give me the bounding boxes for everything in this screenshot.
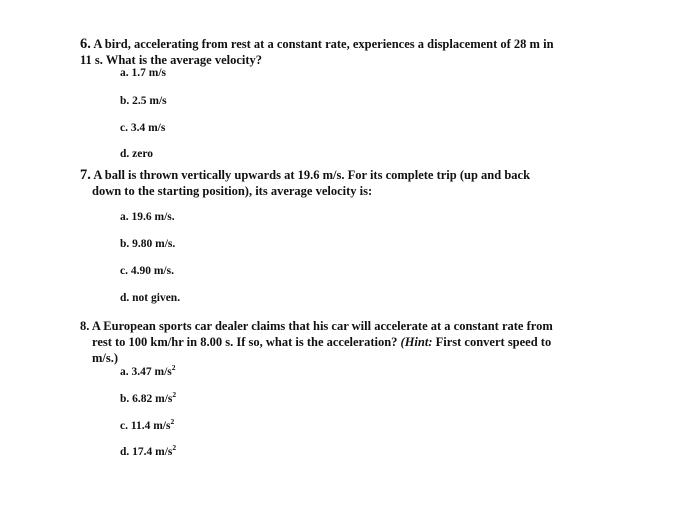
unit-exponent: 2 xyxy=(172,390,177,400)
question-8-option-d-text: d. 17.4 m/s xyxy=(120,446,173,458)
question-8-text-line-1: A European sports car dealer claims that his car will accelerate at a constant rate from xyxy=(91,319,553,333)
unit-exponent: 2 xyxy=(171,363,176,373)
question-7-option-c[interactable]: c. 4.90 m/s. xyxy=(120,265,174,277)
question-8-option-c[interactable] xyxy=(120,419,174,433)
question-6-option-b[interactable]: b. 2.5 m/s xyxy=(120,95,167,107)
question-6-option-a[interactable]: a. 1.7 m/s xyxy=(120,67,166,79)
question-8-option-a-text: a. 3.47 m/s xyxy=(120,366,172,378)
question-6-text-line-2: 11 s. What is the average velocity? xyxy=(80,53,263,67)
question-8-number: 8. xyxy=(80,319,90,333)
question-6-stem xyxy=(80,36,630,68)
question-8-option-b[interactable] xyxy=(120,392,176,406)
unit-exponent: 2 xyxy=(170,417,175,427)
question-8-option-c-text: c. 11.4 m/s xyxy=(120,420,171,432)
unit-exponent: 2 xyxy=(172,443,177,453)
question-7-number: 7. xyxy=(80,167,91,183)
question-6-number: 6. xyxy=(80,36,91,52)
question-7-text-line-2: down to the starting position), its average velocity is: xyxy=(92,184,373,198)
question-6-option-d[interactable]: d. zero xyxy=(120,148,154,160)
question-6-option-c[interactable]: c. 3.4 m/s xyxy=(120,122,166,134)
question-8-stem xyxy=(80,318,630,366)
question-6-text-line-1: A bird, accelerating from rest at a constant rate, experiences a displacement of 28 m in xyxy=(93,37,554,51)
question-7-option-d[interactable]: d. not given. xyxy=(120,292,181,304)
question-8 xyxy=(80,318,630,458)
question-8-text-line-2-main: rest to 100 km/hr in 8.00 s. If so, what is the acceleration? xyxy=(92,335,398,349)
question-8-option-a[interactable] xyxy=(120,365,176,379)
question-7 xyxy=(80,167,630,304)
question-7-option-a[interactable]: a. 19.6 m/s. xyxy=(120,211,175,223)
question-8-text-line-2-end: First convert speed to xyxy=(435,335,552,349)
question-8-hint-label: (Hint: xyxy=(400,335,433,349)
question-8-option-d[interactable] xyxy=(120,445,176,459)
question-7-text-line-1: A ball is thrown vertically upwards at 19.6 m/s. For its complete trip (up and back xyxy=(93,168,531,182)
question-6 xyxy=(80,36,630,160)
question-8-option-b-text: b. 6.82 m/s xyxy=(120,393,173,405)
question-7-stem xyxy=(80,167,630,199)
question-8-text-line-3: m/s.) xyxy=(92,351,119,365)
question-7-option-b[interactable]: b. 9.80 m/s. xyxy=(120,238,176,250)
question-8-text-line-2 xyxy=(80,334,630,350)
